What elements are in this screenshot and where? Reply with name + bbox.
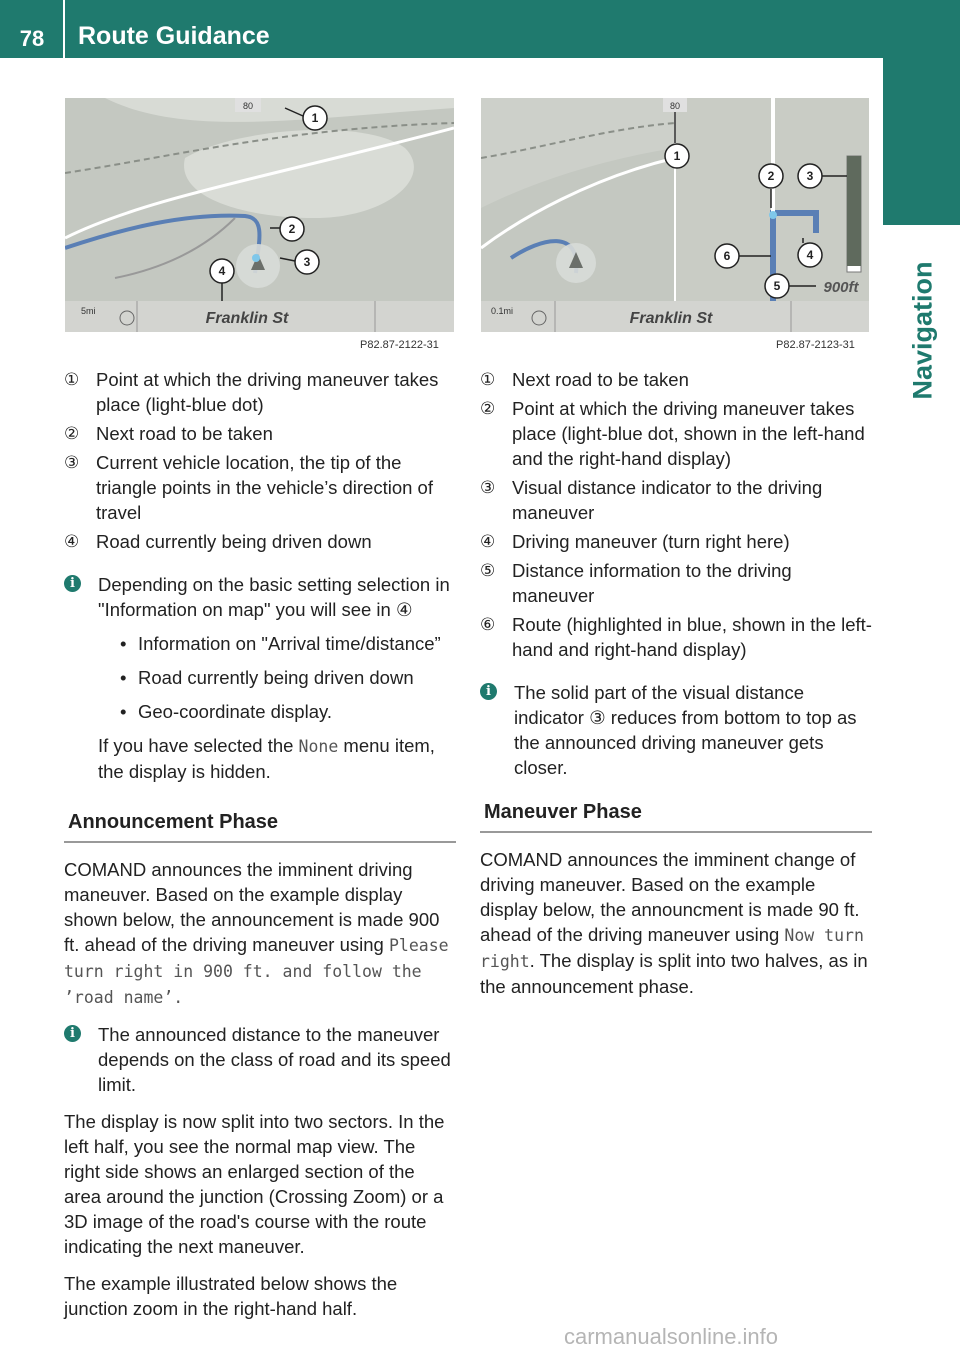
bullet-item <box>98 699 456 724</box>
distance-indicator-bar <box>847 156 861 266</box>
legend-item <box>64 529 456 554</box>
legend-text: Point at which the driving maneuver takes place (light-blue dot) <box>96 369 439 415</box>
figure-caption-left: P82.87-2122-31 <box>360 339 439 351</box>
legend-text: Driving maneuver (turn right here) <box>512 531 790 552</box>
bullet-item <box>98 631 456 656</box>
info-tail <box>98 733 456 784</box>
map-figure-left <box>65 98 454 332</box>
info-icon: i <box>64 1025 81 1042</box>
callout-2-label: 2 <box>767 169 775 183</box>
legend-item <box>480 475 872 525</box>
legend-number: ③ <box>480 478 496 497</box>
legend-item <box>480 558 872 608</box>
map-illustration-right <box>481 98 869 332</box>
distance-readout: 900ft <box>823 279 859 296</box>
page-number: 78 <box>19 26 45 51</box>
info-icon: i <box>64 575 81 592</box>
callout-1-label: 1 <box>311 111 319 125</box>
legend-text: Visual distance indicator to the driving maneuver <box>512 477 823 523</box>
bullet-text: Road currently being driven down <box>138 667 414 688</box>
paragraph: The example illustrated below shows the junction zoom in the right-hand half. <box>64 1273 398 1319</box>
map-illustration-left <box>65 98 454 332</box>
info-text: Depending on the basic setting selection in "Information on map" you will see in ④ <box>98 574 450 620</box>
info-note <box>64 1022 456 1097</box>
bullet-icon: • <box>120 701 127 722</box>
legend-number: ① <box>480 370 496 389</box>
left-column <box>64 367 456 1321</box>
right-column <box>480 367 872 999</box>
paragraph-text: . The display is split into two halves, as in the announcement phase. <box>480 950 868 997</box>
callout-4-label: 4 <box>806 248 814 262</box>
info-note <box>480 680 872 780</box>
info-text: The announced distance to the maneuver depends on the class of road and its speed limit. <box>98 1024 451 1095</box>
voice-prompt-code: Please turn right in 900 ft. and follow the ’road name’. <box>64 936 449 1007</box>
street-name-left: Franklin St <box>205 310 289 327</box>
info-note <box>64 572 456 784</box>
legend-number: ④ <box>64 532 80 551</box>
legend-number: ⑤ <box>480 561 496 580</box>
legend-item <box>480 396 872 471</box>
road-shield-left: 80 <box>242 101 254 111</box>
section-heading: Announcement Phase <box>64 810 456 843</box>
legend-item <box>64 421 456 446</box>
info-tail-text: If you have selected the <box>98 735 299 756</box>
callout-3-label: 3 <box>806 169 814 183</box>
legend-number: ② <box>64 424 80 443</box>
figure-caption-right: P82.87-2123-31 <box>776 339 855 351</box>
voice-prompt-code: Now turn right <box>480 926 864 971</box>
watermark: carmanualsonline.info <box>564 1324 779 1349</box>
paragraph <box>480 847 872 999</box>
legend-number: ① <box>64 370 80 389</box>
legend-number: ③ <box>64 453 80 472</box>
menu-item-code: None <box>298 737 339 756</box>
legend-text: Distance information to the driving maneuver <box>512 560 792 606</box>
map-figure-right <box>481 98 869 332</box>
paragraph-text: COMAND announces the imminent change of driving maneuver. Based on the example display below, the announcment is made 90 ft. ahead of the driving maneuver using <box>480 849 860 945</box>
side-tab <box>903 225 943 445</box>
info-tail-text: menu item, the display is hidden. <box>98 735 435 782</box>
callout-4-label: 4 <box>218 264 226 278</box>
legend-item <box>64 367 456 417</box>
legend-item <box>480 367 872 392</box>
legend-text: Road currently being driven down <box>96 531 372 552</box>
info-icon: i <box>480 683 497 700</box>
section-heading: Maneuver Phase <box>480 800 872 833</box>
paragraph: The display is now split into two sectors. In the left half, you see the normal map view. The right side shows an enlarged section of the area around the junction (Crossing Zoom) or a 3D image of the road's course with the route indicating the next maneuver. <box>64 1111 445 1257</box>
callout-3-label: 3 <box>303 255 311 269</box>
page-title: Route Guidance <box>78 22 270 50</box>
legend-text: Next road to be taken <box>512 369 689 390</box>
legend-item <box>480 529 872 554</box>
legend-number: ② <box>480 399 496 418</box>
legend-text: Next road to be taken <box>96 423 273 444</box>
road-shield-right: 80 <box>669 101 681 111</box>
callout-2-label: 2 <box>288 222 296 236</box>
bullet-icon: • <box>120 667 127 688</box>
paragraph-text: COMAND announces the imminent driving maneuver. Based on the example display shown below, the announcement is made 900 ft. ahead of the driving maneuver using <box>64 859 440 955</box>
bullet-text: Information on "Arrival time/distance” <box>138 633 441 654</box>
info-text: The solid part of the visual distance indicator ③ reduces from bottom to top as the announced driving maneuver gets closer. <box>514 682 857 778</box>
side-tab-marker <box>883 58 960 225</box>
bullet-icon: • <box>120 633 127 654</box>
header-divider <box>63 0 65 58</box>
legend-item <box>480 612 872 662</box>
map-scale-left: 5mi <box>81 306 96 316</box>
street-name-right: Franklin St <box>629 310 713 327</box>
bullet-text: Geo-coordinate display. <box>138 701 333 722</box>
callout-1-label: 1 <box>673 149 681 163</box>
legend-text: Route (highlighted in blue, shown in the left-hand and right-hand display) <box>512 614 872 660</box>
bullet-item <box>98 665 456 690</box>
paragraph <box>64 857 456 1010</box>
legend-item <box>64 450 456 525</box>
map-scale-right: 0.1mi <box>491 306 514 316</box>
callout-5-label: 5 <box>773 279 781 293</box>
legend-number: ④ <box>480 532 496 551</box>
legend-number: ⑥ <box>480 615 496 634</box>
side-tab-label: Navigation <box>907 261 938 400</box>
callout-6-label: 6 <box>723 249 731 263</box>
legend-text: Current vehicle location, the tip of the triangle points in the vehicle’s direction of travel <box>96 452 433 523</box>
legend-text: Point at which the driving maneuver takes place (light-blue dot, shown in the left-hand and the right-hand display) <box>512 398 865 469</box>
